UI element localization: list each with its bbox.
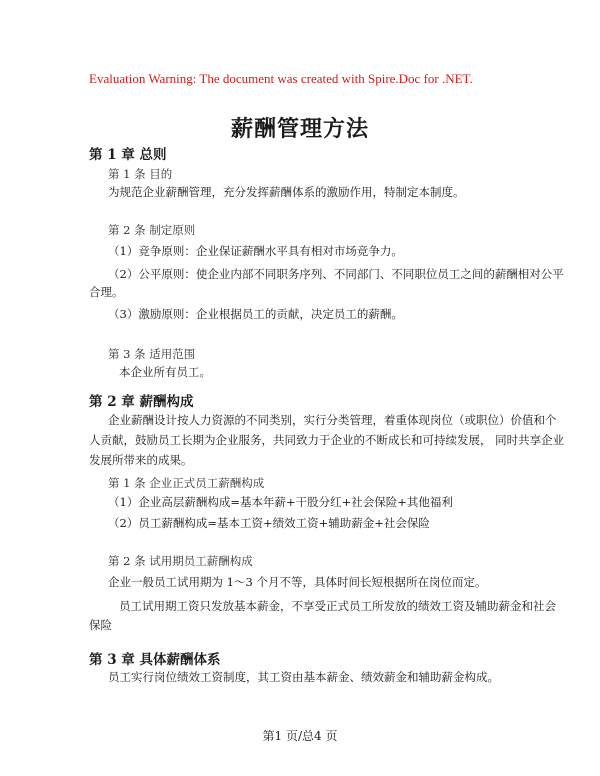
chapter-1-article-3-text: 本企业所有员工。	[119, 365, 211, 379]
chapter-1-heading: 第 1 章 总则	[89, 147, 167, 163]
chapter-2-intro-line-1: 企业薪酬设计按人力资源的不同类别，实行分类管理，着重体现岗位（或职位）价值和个	[108, 413, 557, 427]
chapter-2-heading: 第 2 章 薪酬构成	[89, 394, 194, 410]
evaluation-warning: Evaluation Warning: The document was created with Spire.Doc for .NET.	[89, 71, 473, 86]
chapter-2-article-1-title: 第 1 条 企业正式员工薪酬构成	[108, 476, 265, 490]
chapter-2-article-2-item-1: 企业一般员工试用期为 1～3 个月不等，具体时间长短根据所在岗位而定。	[108, 575, 487, 589]
chapter-1-article-2-item-2-cont: 合理。	[89, 285, 124, 299]
chapter-2-article-2-item-2-cont: 保险	[89, 618, 112, 632]
chapter-2-intro-line-3: 发展所带来的成果。	[89, 453, 193, 467]
document-title: 薪酬管理方法	[230, 116, 369, 142]
chapter-1-article-2-item-1: （1）竞争原则：企业保证薪酬水平具有相对市场竞争力。	[108, 244, 403, 258]
chapter-1-article-2-title: 第 2 条 制定原则	[108, 223, 196, 237]
page-footer: 第1 页/总4 页	[262, 729, 338, 743]
chapter-2-article-1-item-2: （2）员工薪酬构成=基本工资+绩效工资+辅助薪金+社会保险	[108, 516, 430, 530]
chapter-2-article-2-title: 第 2 条 试用期员工薪酬构成	[108, 554, 253, 568]
chapter-1-article-3-title: 第 3 条 适用范围	[108, 347, 196, 361]
chapter-3-heading: 第 3 章 具体薪酬体系	[89, 652, 221, 668]
chapter-2-article-2-item-2: 员工试用期工资只发放基本薪金，不享受正式员工所发放的绩效工资及辅助薪金和社会	[119, 599, 556, 613]
chapter-2-article-1-item-1: （1）企业高层薪酬构成=基本年薪+干股分红+社会保险+其他福利	[108, 495, 453, 509]
chapter-3-text: 员工实行岗位绩效工资制度，其工资由基本薪金、绩效薪金和辅助薪金构成。	[108, 670, 499, 684]
chapter-1-article-1-title: 第 1 条 目的	[108, 167, 173, 181]
chapter-2-intro-line-2: 人贡献，鼓励员工长期为企业服务，共同致力于企业的不断成长和可持续发展， 同时共享企业	[89, 433, 565, 447]
chapter-1-article-2-item-3: （3）激励原则：企业根据员工的贡献，决定员工的薪酬。	[108, 307, 403, 321]
chapter-1-article-1-text: 为规范企业薪酬管理，充分发挥薪酬体系的激励作用，特制定本制度。	[108, 185, 465, 199]
chapter-1-article-2-item-2: （2）公平原则：使企业内部不同职务序列、不同部门、不同职位员工之间的薪酬相对公平	[108, 267, 564, 281]
